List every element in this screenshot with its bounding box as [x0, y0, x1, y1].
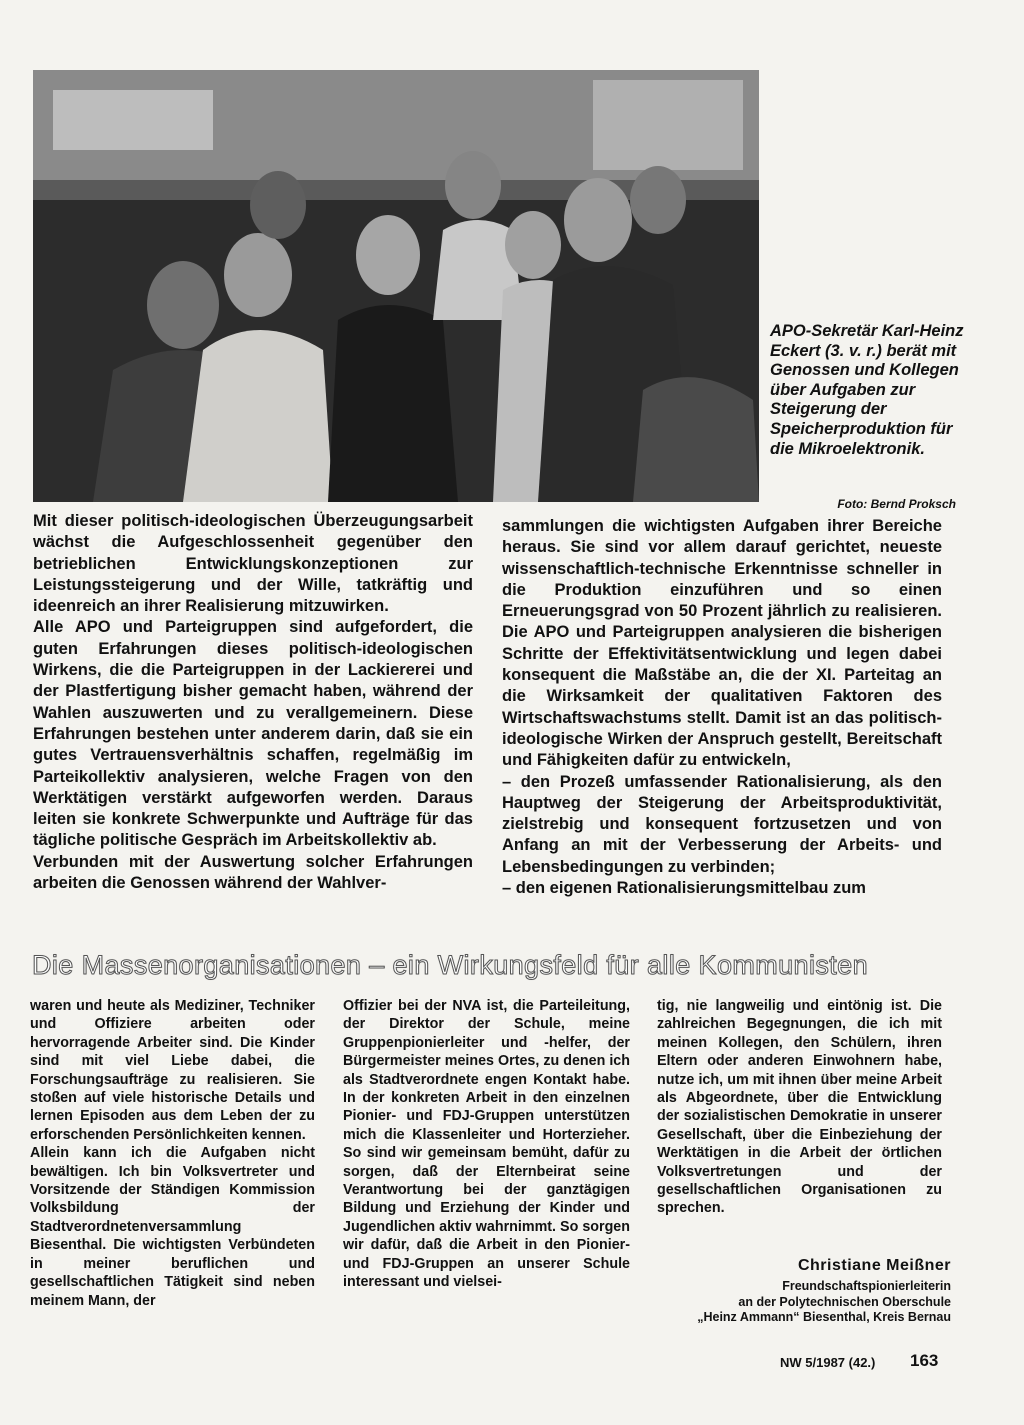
- article-bottom-left-column: [30, 997, 315, 1310]
- article-bottom-right-column: [657, 997, 942, 1218]
- article-top-right-column: [502, 516, 942, 899]
- paragraph: – den Prozeß umfassender Rationalisierung, als den Hauptweg der Steigerung der Arbeitsproduktivität, zielstrebig und konsequent fortzusetzen und von Anfang an mit der Verbesserung der Arbeits- und Lebensbedingungen zu verbinden;: [502, 772, 942, 876]
- paragraph: Alle APO und Parteigruppen sind aufgefordert, die guten Erfahrungen dieses politisch-ideologischen Wirkens, die die Parteigruppen in der Lackiererei und der Plastfertigung bisher gemacht haben, während der Wahlen auszuwerten und zu verallgemeinern. Diese Erfahrungen bestehen unter anderem darin, daß sie ein gutes Vertrauensverhältnis schaffen, regelmäßig im Parteikollektiv analysieren, welche Fragen von den Werktätigen verstärkt aufgeworfen werden. Daraus leiten sie konkrete Schwerpunkte und Aufträge für das tägliche politische Gespräch im Arbeitskollektiv ab.: [33, 618, 473, 850]
- paragraph: Mit dieser politisch-ideologischen Überzeugungsarbeit wächst die Aufgeschlossenheit gegenüber den betrieblichen Entwicklungskonzeptionen zur Leistungssteigerung und der Wille, tatkräftig und ideenreich an ihrer Realisierung mitzuwirken.: [33, 512, 473, 616]
- article-top-left-column: [33, 511, 473, 894]
- author-location: „Heinz Ammann“ Biesenthal, Kreis Bernau: [697, 1310, 951, 1324]
- author-role: Freundschaftspionierleiterin: [782, 1279, 951, 1293]
- page-number: 163: [910, 1351, 939, 1370]
- issue-label: NW 5/1987 (42.): [780, 1355, 876, 1370]
- photo-credit: Foto: Bernd Proksch: [837, 497, 956, 511]
- paragraph: Allein kann ich die Aufgaben nicht bewältigen. Ich bin Volksvertreter und Vorsitzende der Ständigen Kommission Volksbildung der Stadtverordnetenversammlung Biesenthal. Die wichtigsten Verbündeten in meiner beruflichen und gesellschaftlichen Tätigkeit sind neben meinem Mann, der: [30, 1145, 315, 1309]
- author-name: Christiane Meißner: [797, 1257, 951, 1274]
- paragraph: tig, nie langweilig und eintönig ist. Die zahlreichen Begegnungen, die ich mit meinen Kollegen, den Schülern, ihren Eltern oder anderen Einwohnern habe, nutze ich, um mit ihnen über meine Arbeit als Abgeordnete, über die Entwicklung der sozialistischen Demokratie in unserer Gesellschaft, über die Einbeziehung der Werktätigen in die Arbeit der örtlichen Volksvertretungen und der gesellschaftlichen Organisationen zu sprechen.: [657, 998, 942, 1217]
- article-bottom-middle-column: [343, 997, 630, 1292]
- paragraph: – den eigenen Rationalisierungsmittelbau zum: [502, 879, 866, 898]
- photo-caption: APO-Sekretär Karl-Heinz Eckert (3. v. r.) berät mit Genossen und Kollegen über Aufgaben zur Steigerung der Speicherproduktion für die Mikroelektronik.: [770, 322, 964, 458]
- author-school: an der Polytechnischen Oberschule: [738, 1294, 951, 1309]
- paragraph: Verbunden mit der Auswertung solcher Erfahrungen arbeiten die Genossen während der Wahlver-: [33, 852, 473, 893]
- paragraph: waren und heute als Mediziner, Techniker und Offiziere arbeiten oder hervorragende Arbeiter sind. Die Kinder sind mit viel Liebe dabei, die Forschungsaufträge zu realisieren. Sie stoßen auf viele historische Details und lernen Episoden aus dem Leben der zu erforschenden Persönlichkeiten kennen.: [30, 998, 315, 1143]
- paragraph: Offizier bei der NVA ist, die Parteileitung, der Direktor der Schule, meine Gruppenpionierleiter und -helfer, der Bürgermeister meines Ortes, zu denen ich als Stadtverordnete engen Kontakt habe. In der konkreten Arbeit in den einzelnen Pionier- und FDJ-Gruppen unterstützen mich die Klassenleiter und Horterzieher. So sind wir gemeinsam bemüht, dafür zu sorgen, daß der Elternbeirat seine Verantwortung bei der ganztägigen Bildung und Erziehung der Kinder und Jugendlichen aktiv wahrnimmt. So sorgen wir dafür, daß die Arbeit in den Pionier- und FDJ-Gruppen an unserer Schule interessant und vielsei-: [343, 998, 630, 1291]
- article-photo: [33, 70, 759, 502]
- paragraph: sammlungen die wichtigsten Aufgaben ihrer Bereiche heraus. Sie sind vor allem darauf gerichtet, neueste wissenschaftlich-technische Erkenntnisse schneller in die Produktion einzuführen und so einen Erneuerungsgrad von 50 Prozent jährlich zu realisieren. Die APO und Parteigruppen analysieren die bisherigen Schritte der Effektivitätsentwicklung und legen dabei konsequent die Maßstäbe an, die der XI. Parteitag an die Wirksamkeit der qualitativen Faktoren des Wirtschaftswachstums stellt. Damit ist an das politisch-ideologische Wirken der Anspruch gestellt, Bereitschaft und Fähigkeiten dafür zu entwickeln,: [502, 517, 942, 770]
- photo-group-icon: [33, 70, 759, 502]
- author-description: [657, 1279, 951, 1326]
- section-heading: Die Massenorganisationen – ein Wirkungsfeld für alle Kommunisten: [32, 950, 869, 980]
